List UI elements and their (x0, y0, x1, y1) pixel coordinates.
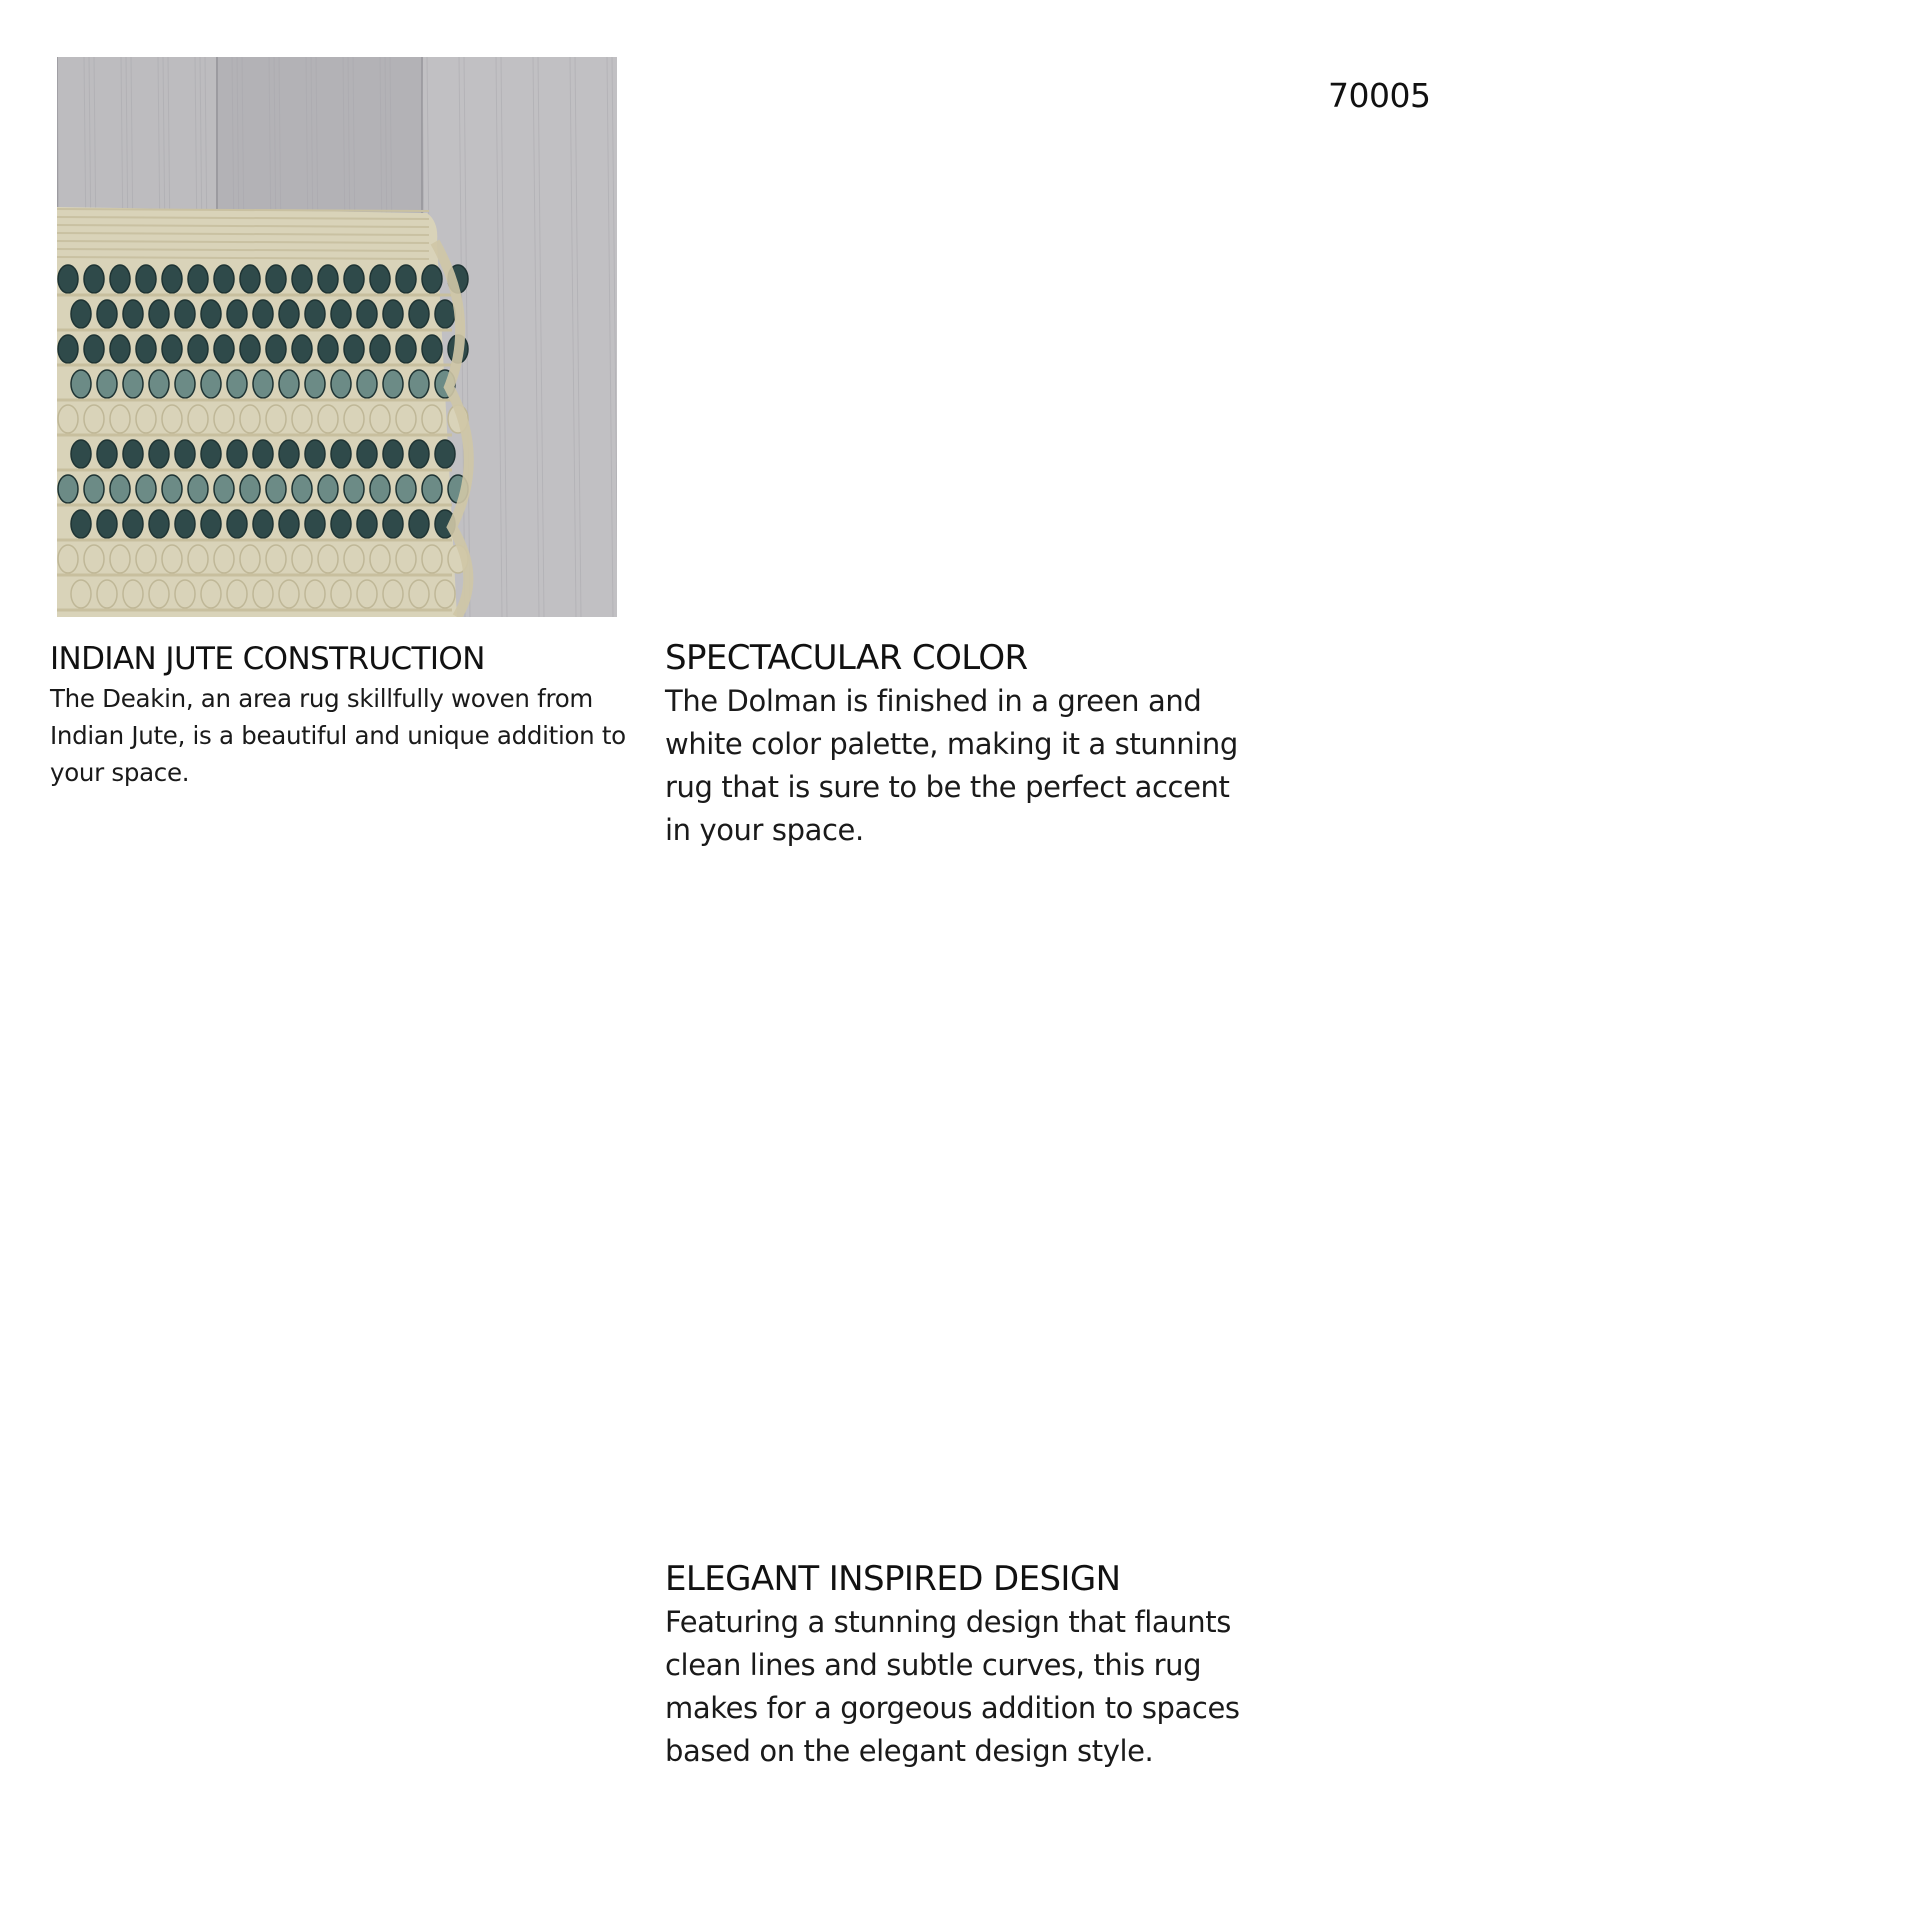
feature-heading: ELEGANT INSPIRED DESIGN (665, 1559, 1121, 1599)
rug-closeup-photo (57, 57, 617, 617)
feature-body: The Deakin, an area rug skillfully woven from Indian Jute, is a beautiful and unique addition to your space. (50, 684, 626, 787)
feature-heading: SPECTACULAR COLOR (665, 638, 1028, 678)
feature-body: The Dolman is finished in a green and white color palette, making it a stunning rug that is sure to be the perfect accent in your space. (665, 684, 1238, 847)
feature-heading: INDIAN JUTE CONSTRUCTION (50, 641, 485, 677)
feature-elegant-design (665, 1557, 1255, 1773)
product-code: 70005 (1328, 76, 1431, 115)
feature-body: Featuring a stunning design that flaunts clean lines and subtle curves, this rug makes for a gorgeous addition to spaces based on the elegant design style. (665, 1605, 1240, 1768)
feature-indian-jute (50, 638, 630, 791)
feature-spectacular-color (665, 636, 1255, 852)
rug-photo-illustration (57, 57, 617, 617)
